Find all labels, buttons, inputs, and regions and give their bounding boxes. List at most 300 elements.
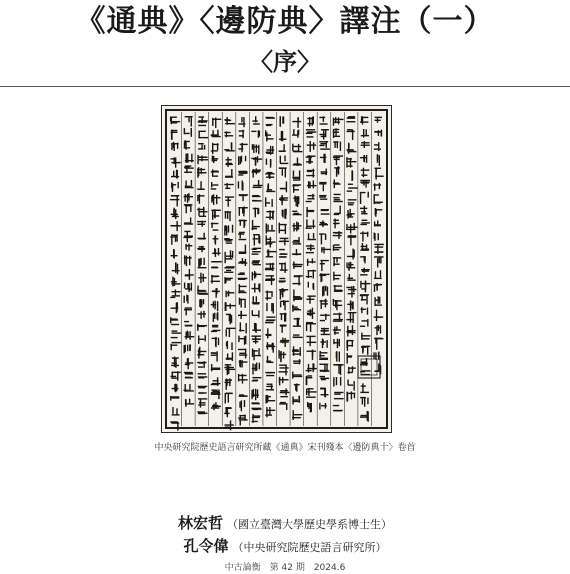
glyph-mark: [252, 296, 260, 304]
glyph-mark: [197, 194, 204, 204]
glyph-mark: [185, 116, 193, 126]
glyph-mark: [319, 233, 326, 244]
glyph-mark: [252, 310, 260, 317]
glyph-mark: [292, 129, 299, 138]
glyph-mark: [333, 299, 342, 310]
glyph-mark: [348, 199, 357, 205]
glyph-mark: [333, 272, 341, 281]
glyph-mark: [266, 146, 275, 155]
glyph-mark: [374, 256, 384, 267]
glyph-mark: [266, 303, 274, 314]
glyph-mark: [320, 260, 329, 271]
glyph-mark: [239, 245, 247, 254]
glyph-mark: [360, 319, 369, 327]
glyph-mark: [374, 220, 381, 226]
glyph-mark: [226, 341, 233, 350]
glyph-mark: [306, 207, 314, 217]
glyph-mark: [251, 220, 259, 230]
glyph-mark: [377, 154, 380, 166]
glyph-mark: [347, 209, 355, 219]
glyph-mark: [170, 289, 180, 298]
glyph-mark: [292, 144, 302, 153]
glyph-mark: [266, 117, 275, 126]
glyph-mark: [238, 415, 247, 426]
glyph-mark: [347, 366, 355, 374]
glyph-mark: [346, 340, 353, 351]
glyph-mark: [266, 210, 275, 220]
glyph-mark: [306, 169, 314, 178]
glyph-mark: [279, 288, 288, 299]
glyph-mark: [265, 316, 276, 323]
glyph-mark: [172, 407, 180, 416]
glyph-mark: [184, 321, 192, 327]
glyph-mark: [185, 180, 194, 188]
glyph-mark: [346, 116, 355, 122]
glyph-mark: [197, 347, 206, 359]
glyph-mark: [252, 195, 262, 202]
glyph-mark: [346, 157, 356, 167]
glyph-mark: [333, 405, 343, 412]
glyph-mark: [292, 222, 301, 232]
glyph-mark: [198, 373, 208, 378]
glyph-mark: [321, 247, 331, 253]
glyph-mark: [321, 328, 330, 335]
glyph-mark: [252, 283, 261, 292]
glyph-mark: [211, 275, 220, 284]
glyph-mark: [374, 168, 383, 180]
glyph-mark: [319, 141, 330, 150]
glyph-mark: [306, 388, 317, 398]
glyph-mark: [374, 244, 384, 254]
glyph-mark: [346, 262, 355, 271]
glyph-mark: [239, 400, 245, 411]
glyph-mark: [292, 184, 301, 193]
glyph-mark: [252, 144, 260, 154]
glyph-mark: [184, 204, 193, 213]
glyph-mark: [224, 250, 233, 263]
glyph-mark: [198, 143, 205, 150]
glyph-mark: [197, 324, 207, 331]
glyph-mark: [360, 243, 369, 251]
glyph-mark: [319, 273, 329, 282]
glyph-mark: [253, 208, 260, 218]
glyph-mark: [333, 219, 340, 229]
glyph-mark: [252, 377, 262, 381]
glyph-mark: [334, 206, 341, 216]
glyph-mark: [322, 286, 328, 297]
glyph-mark: [374, 270, 382, 279]
glyph-mark: [360, 116, 368, 124]
glyph-mark: [280, 181, 287, 192]
glyph-mark: [374, 283, 382, 292]
glyph-mark: [185, 153, 194, 163]
glyph-mark: [306, 129, 317, 138]
glyph-mark: [238, 117, 245, 127]
glyph-mark: [307, 141, 316, 152]
glyph-mark: [292, 237, 301, 245]
glyph-mark: [292, 261, 302, 268]
glyph-mark: [360, 268, 370, 276]
glyph-mark: [238, 284, 246, 293]
glyph-mark: [265, 275, 275, 285]
glyph-mark: [320, 154, 326, 163]
glyph-mark: [251, 335, 261, 343]
glyph-mark: [184, 307, 192, 315]
glyph-mark: [239, 130, 245, 138]
glyph-mark: [170, 195, 179, 206]
glyph-mark: [375, 117, 382, 123]
seal-stamp-inner: [361, 359, 377, 375]
glyph-mark: [252, 168, 261, 177]
glyph-mark: [225, 211, 231, 221]
glyph-mark: [184, 295, 189, 304]
glyph-mark: [279, 131, 286, 141]
glyph-mark: [360, 220, 370, 226]
glyph-mark: [239, 220, 247, 228]
glyph-mark: [292, 346, 301, 356]
glyph-mark: [171, 142, 178, 151]
glyph-mark: [292, 372, 302, 379]
glyph-mark: [306, 244, 315, 253]
glyph-mark: [265, 263, 274, 271]
glyph-mark: [266, 249, 277, 257]
glyph-mark: [198, 233, 206, 240]
glyph-mark: [292, 305, 301, 312]
glyph-mark: [278, 350, 286, 362]
author-name: 林宏哲: [177, 514, 223, 532]
glyph-mark: [239, 194, 248, 201]
glyph-mark: [170, 396, 179, 401]
glyph-mark: [333, 141, 341, 151]
glyph-mark: [185, 358, 194, 369]
glyph-mark: [197, 221, 206, 227]
glyph-mark: [360, 155, 367, 163]
glyph-mark: [279, 167, 287, 177]
glyph-mark: [306, 155, 316, 164]
glyph-mark: [197, 411, 207, 414]
author-name: 孔令偉: [183, 537, 229, 555]
glyph-mark: [279, 249, 288, 258]
glyph-mark: [292, 396, 300, 405]
glyph-mark: [198, 131, 208, 139]
glyph-mark: [279, 144, 286, 152]
glyph-mark: [212, 337, 220, 347]
glyph-mark: [213, 235, 219, 244]
glyph-mark: [307, 116, 314, 126]
glyph-mark: [171, 356, 179, 367]
glyph-mark: [293, 158, 302, 166]
glyph-mark: [266, 342, 275, 352]
glyph-mark: [171, 129, 178, 139]
glyph-mark: [333, 244, 342, 251]
glyph-mark: [374, 130, 382, 137]
glyph-mark: [212, 118, 221, 128]
glyph-mark: [171, 182, 179, 192]
glyph-mark: [360, 294, 369, 304]
glyph-mark: [251, 414, 260, 423]
glyph-mark: [185, 399, 194, 407]
page-subtitle: 〈序〉: [249, 47, 321, 76]
glyph-mark: [252, 348, 261, 360]
glyph-mark: [198, 258, 207, 269]
glyph-mark: [171, 170, 179, 179]
glyph-mark: [333, 128, 340, 138]
glyph-mark: [333, 231, 343, 239]
glyph-mark: [170, 421, 179, 430]
author-affiliation: （國立臺灣大學歷史學系博士生）: [227, 518, 392, 531]
glyph-mark: [321, 209, 330, 215]
glyph-mark: [238, 156, 246, 165]
glyph-mark: [306, 322, 316, 332]
glyph-mark: [224, 277, 232, 284]
glyph-mark: [279, 278, 286, 283]
glyph-mark: [265, 372, 275, 376]
title-divider: [0, 86, 570, 87]
glyph-mark: [184, 193, 193, 203]
glyph-mark: [319, 195, 327, 200]
glyph-mark: [172, 262, 180, 274]
glyph-mark: [211, 130, 221, 138]
glyph-mark: [251, 260, 260, 265]
glyph-mark: [170, 317, 179, 325]
glyph-mark: [238, 171, 247, 176]
glyph-mark: [265, 407, 275, 417]
glyph-mark: [170, 371, 180, 380]
glyph-mark: [252, 363, 260, 375]
glyph-mark: [360, 256, 366, 263]
glyph-mark: [280, 313, 287, 322]
glyph-mark: [361, 129, 369, 137]
page-footer: 中古論衡 第 42 期 2024.6: [224, 563, 346, 573]
glyph-mark: [185, 244, 192, 251]
glyph-mark: [292, 275, 302, 285]
glyph-mark: [279, 262, 288, 273]
glyph-mark: [279, 116, 284, 127]
glyph-mark: [333, 194, 342, 202]
glyph-mark: [280, 155, 289, 164]
glyph-mark: [347, 184, 358, 192]
glyph-mark: [211, 402, 221, 410]
glyph-mark: [333, 285, 342, 292]
glyph-mark: [279, 402, 287, 410]
glyph-mark: [183, 384, 193, 392]
glyph-mark: [374, 310, 384, 321]
glyph-mark: [211, 351, 218, 361]
glyph-mark: [212, 248, 220, 257]
glyph-mark: [333, 257, 341, 266]
glyph-mark: [183, 231, 192, 242]
glyph-mark: [251, 389, 259, 400]
glyph-mark: [333, 313, 343, 322]
glyph-mark: [319, 364, 329, 373]
glyph-mark: [293, 359, 301, 364]
glyph-mark: [224, 238, 233, 244]
glyph-mark: [360, 180, 370, 188]
glyph-mark: [212, 155, 219, 163]
glyph-mark: [319, 182, 326, 191]
glyph-mark: [170, 221, 181, 231]
glyph-mark: [251, 248, 261, 255]
glyph-mark: [197, 286, 208, 295]
glyph-mark: [171, 302, 179, 313]
glyph-mark: [361, 141, 370, 148]
glyph-mark: [280, 324, 287, 332]
glyph-mark: [265, 291, 272, 301]
glyph-mark: [279, 223, 287, 234]
glyph-mark: [251, 156, 262, 166]
glyph-mark: [360, 206, 368, 215]
glyph-mark: [198, 273, 206, 283]
glyph-mark: [266, 384, 274, 391]
glyph-mark: [319, 129, 328, 139]
glyph-mark: [319, 220, 328, 227]
glyph-mark: [211, 389, 220, 399]
glyph-mark: [171, 208, 179, 219]
author-affiliation: （中央研究院歷史語言研究所）: [232, 541, 387, 554]
manuscript-image: [161, 105, 392, 433]
glyph-mark: [197, 207, 207, 217]
glyph-mark: [279, 364, 289, 375]
glyph-mark: [292, 249, 301, 255]
glyph-mark: [198, 116, 208, 126]
glyph-mark: [333, 180, 341, 189]
glyph-mark: [319, 376, 329, 380]
glyph-mark: [185, 269, 194, 280]
glyph-mark: [184, 217, 193, 224]
glyph-mark: [224, 131, 233, 137]
glyph-mark: [238, 374, 248, 384]
glyph-mark: [347, 353, 353, 364]
glyph-mark: [373, 183, 381, 191]
glyph-mark: [361, 345, 370, 354]
glyph-mark: [306, 363, 317, 372]
glyph-mark: [238, 336, 246, 345]
glyph-mark: [198, 311, 206, 319]
glyph-mark: [320, 314, 330, 322]
glyph-mark: [336, 351, 340, 361]
glyph-mark: [347, 300, 354, 310]
glyph-mark: [374, 233, 379, 241]
author-entry: [0, 535, 570, 559]
glyph-mark: [238, 349, 247, 359]
glyph-mark: [360, 411, 369, 422]
glyph-mark: [306, 219, 316, 229]
glyph-mark: [346, 223, 357, 234]
glyph-mark: [266, 159, 272, 168]
glyph-mark: [293, 334, 303, 338]
glyph-mark: [346, 129, 354, 140]
glyph-mark: [319, 351, 328, 360]
glyph-mark: [333, 117, 344, 126]
glyph-mark: [225, 196, 234, 206]
glyph-mark: [320, 299, 328, 309]
glyph-mark: [361, 168, 370, 178]
glyph-mark: [306, 336, 316, 347]
glyph-mark: [198, 335, 206, 344]
glyph-mark: [293, 196, 299, 207]
glyph-mark: [265, 197, 273, 206]
glyph-mark: [333, 155, 343, 165]
glyph-mark: [292, 211, 301, 216]
glyph-mark: [213, 312, 219, 322]
glyph-mark: [306, 270, 316, 279]
glyph-mark: [307, 350, 316, 361]
glyph-mark: [279, 195, 288, 205]
glyph-mark: [251, 130, 260, 138]
glyph-mark: [265, 395, 275, 404]
glyph-mark: [170, 234, 178, 244]
glyph-mark: [239, 360, 248, 367]
glyph-mark: [238, 143, 247, 152]
glyph-mark: [238, 232, 246, 240]
glyph-mark: [292, 117, 301, 128]
glyph-mark: [351, 170, 353, 181]
glyph-mark: [333, 364, 343, 375]
glyph-mark: [265, 235, 275, 247]
glyph-mark: [346, 312, 356, 323]
glyph-mark: [319, 116, 327, 124]
glyph-mark: [374, 194, 383, 204]
glyph-mark: [307, 180, 317, 188]
glyph-mark: [265, 328, 271, 338]
glyph-mark: [212, 288, 220, 298]
glyph-mark: [308, 282, 315, 290]
figure-caption: 中央研究院歷史語言研究所藏《通典》宋刊殘本〈邊防典十〉卷首: [154, 443, 416, 453]
glyph-mark: [320, 338, 327, 348]
glyph-mark: [307, 233, 315, 240]
glyph-mark: [170, 117, 180, 125]
glyph-mark: [360, 383, 369, 393]
glyph-mark: [224, 407, 232, 417]
glyph-mark: [225, 378, 233, 389]
glyph-mark: [225, 169, 233, 178]
glyph-mark: [334, 392, 344, 400]
glyph-mark: [224, 266, 235, 273]
glyph-mark: [374, 338, 383, 350]
glyph-mark: [306, 194, 315, 202]
glyph-mark: [293, 289, 302, 301]
glyph-mark: [226, 352, 233, 361]
glyph-mark: [170, 342, 181, 350]
glyph-mark: [239, 322, 247, 333]
glyph-mark: [360, 192, 369, 204]
glyph-mark: [225, 291, 234, 297]
glyph-mark: [184, 165, 194, 173]
glyph-mark: [265, 130, 274, 141]
glyph-mark: [184, 128, 192, 137]
glyph-mark: [333, 377, 341, 387]
glyph-mark: [197, 246, 205, 252]
glyph-mark: [266, 223, 275, 233]
glyph-mark: [199, 299, 204, 308]
glyph-mark: [375, 325, 382, 335]
glyph-mark: [360, 370, 370, 375]
glyph-mark: [198, 386, 208, 394]
glyph-mark: [321, 169, 328, 176]
page-title: 《通典》〈邊防典〉譯注（一）: [75, 4, 495, 39]
glyph-mark: [319, 403, 327, 410]
glyph-mark: [238, 258, 247, 266]
glyph-mark: [361, 333, 370, 340]
glyph-mark: [184, 140, 190, 150]
glyph-mark: [211, 301, 219, 312]
glyph-mark: [347, 274, 355, 281]
glyph-mark: [252, 180, 262, 188]
glyph-mark: [346, 325, 355, 336]
glyph-mark: [225, 302, 236, 311]
glyph-mark: [280, 300, 289, 310]
glyph-mark: [307, 308, 315, 319]
